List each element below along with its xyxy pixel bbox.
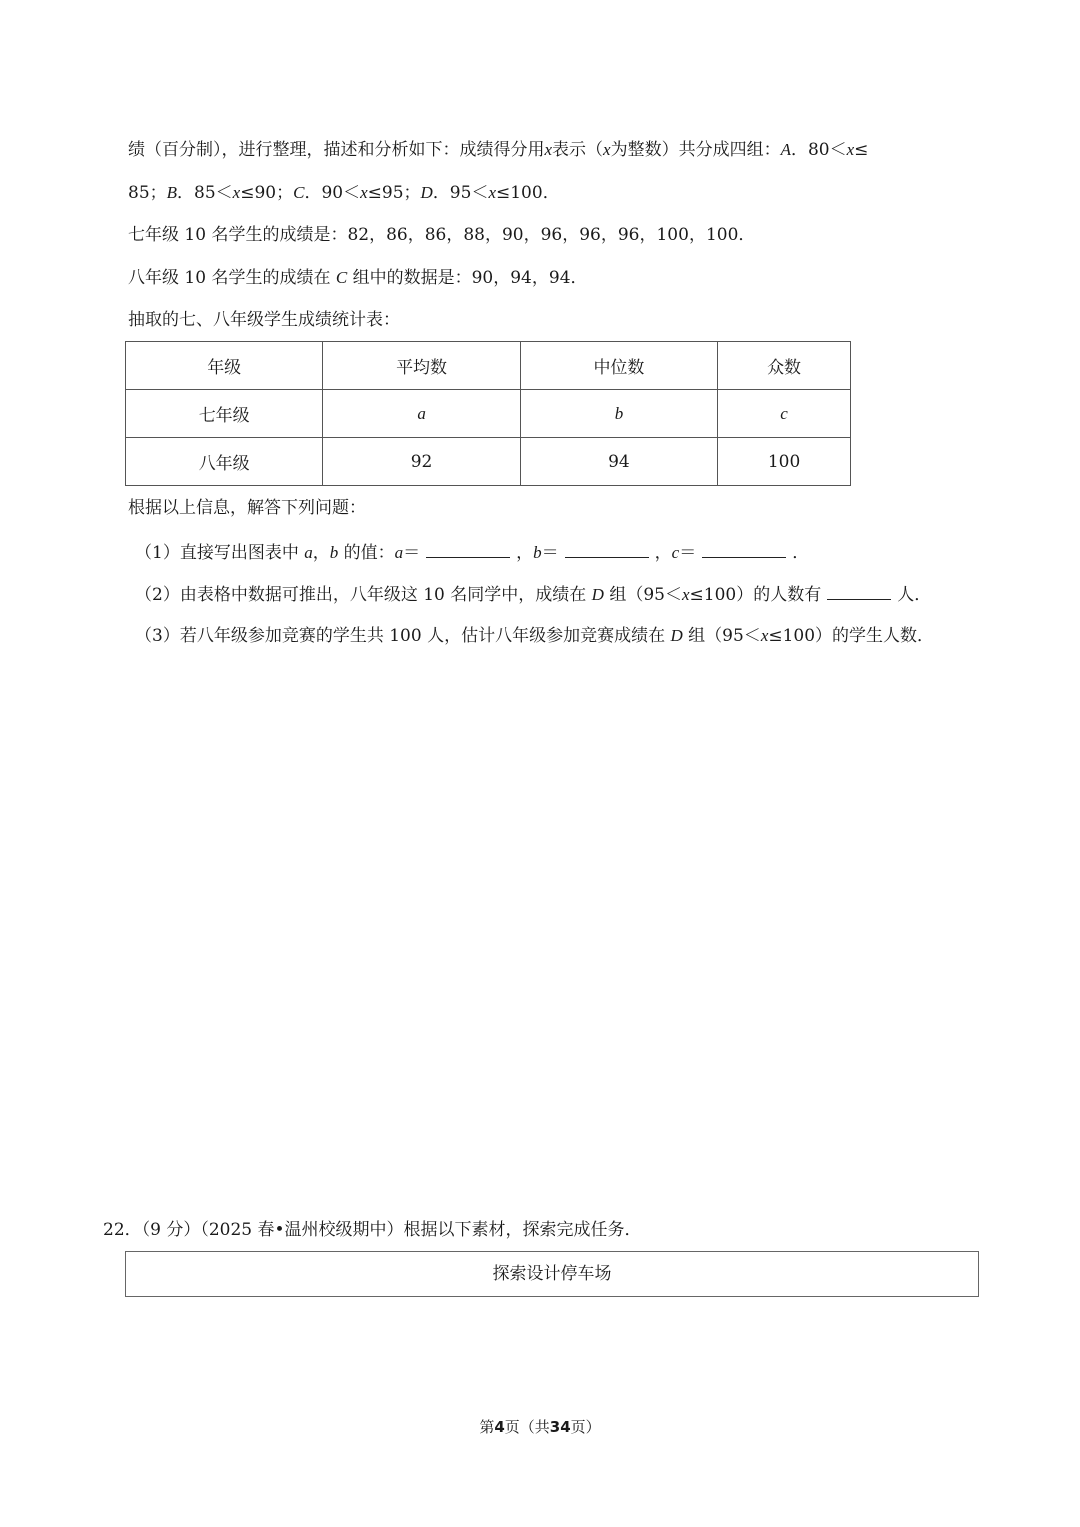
intro-line-2: 85；B．85＜x≤90；C．90＜x≤95；D．95＜x≤100． (128, 183, 560, 203)
page-footer: 第4页（共34页） (479, 1418, 601, 1436)
question-22-header: 22．（9 分）（2025 春•温州校级期中）根据以下素材，探索完成任务． (103, 1220, 642, 1240)
table-caption: 抽取的七、八年级学生成绩统计表： (128, 310, 400, 330)
header-mean: 平均数 (323, 342, 520, 390)
grade8-c-group: 八年级 10 名学生的成绩在 C 组中的数据是：90，94，94． (128, 268, 588, 288)
question-2: （2）由表格中数据可推出，八年级这 10 名同学中，成绩在 D 组（95＜x≤100）的人数有 人． (135, 581, 931, 607)
cell-median: 94 (520, 438, 717, 486)
prompt: 根据以上信息，解答下列问题： (128, 498, 366, 518)
question-1: （1）直接写出图表中 a，b 的值：a＝ ，b＝ ，c＝ ． (135, 539, 809, 565)
cell-median: b (520, 390, 717, 438)
cell-mean: a (323, 390, 520, 438)
cell-grade: 八年级 (126, 438, 323, 486)
header-grade: 年级 (126, 342, 323, 390)
answer-blank-b[interactable] (565, 539, 649, 558)
question-3: （3）若八年级参加竞赛的学生共 100 人，估计八年级参加竞赛成绩在 D 组（95＜x≤100）的学生人数． (135, 626, 935, 646)
answer-blank-a[interactable] (426, 539, 510, 558)
cell-grade: 七年级 (126, 390, 323, 438)
cell-mode: c (718, 390, 851, 438)
cell-mode: 100 (718, 438, 851, 486)
page-total: 34 (549, 1418, 571, 1436)
header-median: 中位数 (520, 342, 717, 390)
page-number: 4 (494, 1418, 505, 1436)
header-mode: 众数 (718, 342, 851, 390)
grade7-scores: 七年级 10 名学生的成绩是：82，86，86，88，90，96，96，96，100，100． (128, 225, 756, 245)
intro-line-1: 绩（百分制），进行整理，描述和分析如下：成绩得分用x表示（x为整数）共分成四组：A．80＜x≤ (128, 140, 869, 160)
task-title: 探索设计停车场 (492, 1264, 612, 1284)
table-row (126, 438, 851, 486)
cell-mean: 92 (323, 438, 520, 486)
answer-blank-c[interactable] (702, 539, 786, 558)
table-header-row (126, 342, 851, 390)
stats-table (125, 341, 851, 486)
task-title-box (125, 1251, 979, 1297)
table-row (126, 390, 851, 438)
answer-blank-count[interactable] (827, 581, 891, 600)
